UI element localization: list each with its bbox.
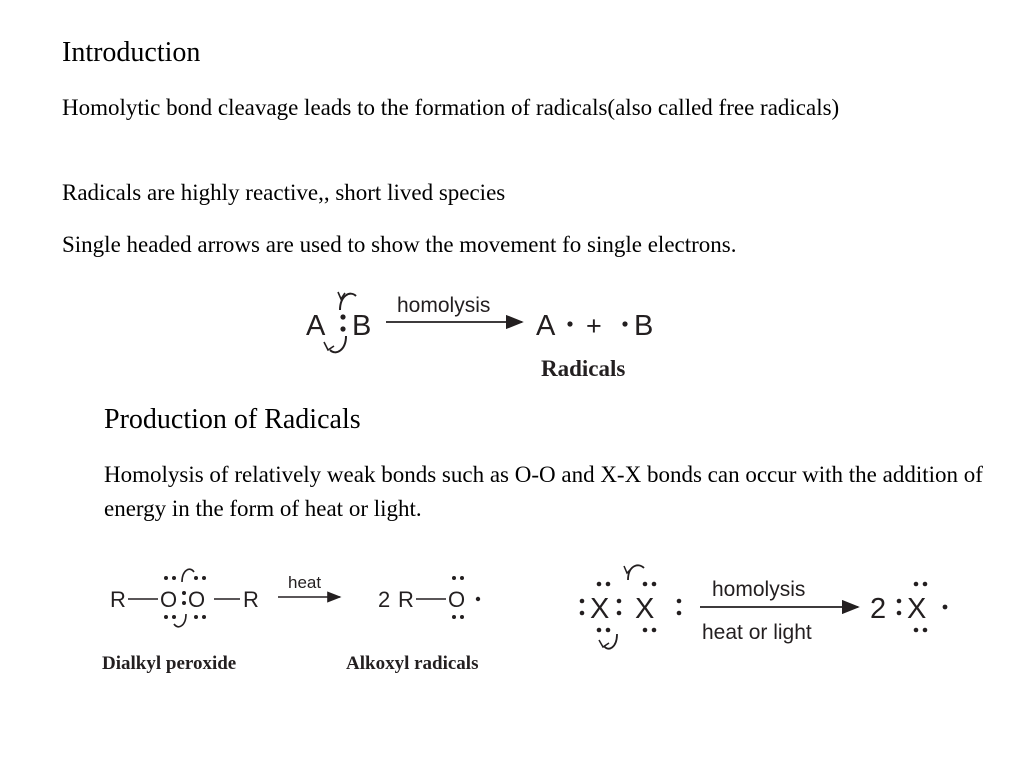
product-x: X — [907, 593, 927, 625]
product-a: A — [536, 310, 556, 342]
intro-line-reactive: Radicals are highly reactive,, short lived species — [62, 180, 506, 205]
radical-dot — [943, 605, 948, 610]
reactant-b: B — [352, 310, 372, 342]
o-right: O — [188, 587, 206, 612]
fishhook-arrow-top-icon — [628, 565, 644, 580]
caption-dialkyl-peroxide: Dialkyl peroxide — [102, 653, 237, 674]
product-o: O — [448, 587, 466, 612]
production-heading: Production of Radicals — [104, 404, 361, 435]
production-text: Homolysis of relatively weak bonds such as O-O and X-X bonds can occur with the addition of energy in the form of heat or light. — [104, 462, 983, 521]
r-left: R — [110, 587, 126, 612]
fishhook-arrow-bottom-icon — [330, 336, 346, 352]
o-left: O — [160, 587, 178, 612]
product-r: R — [398, 587, 414, 612]
intro-line-arrows: Single headed arrows are used to show the movement fo single electrons. — [62, 232, 737, 257]
product-b: B — [634, 310, 654, 342]
fishhook-arrow-bottom-icon — [604, 634, 617, 649]
heat-or-light-label: heat or light — [702, 621, 812, 644]
intro-line-homolytic: Homolytic bond cleavage leads to the formation of radicals(also called free radicals) — [62, 95, 840, 120]
radical-dot — [476, 597, 480, 601]
caption-alkoxyl-radicals: Alkoxyl radicals — [346, 653, 479, 674]
reactant-a: A — [306, 310, 326, 342]
homolysis-label: homolysis — [712, 578, 806, 601]
heat-label: heat — [288, 573, 322, 592]
product-coefficient: 2 — [870, 593, 887, 625]
homolysis-label: homolysis — [397, 294, 491, 317]
r-right: R — [243, 587, 259, 612]
x-left: X — [590, 593, 610, 625]
fishhook-arrow-top-icon — [182, 569, 194, 582]
product-coefficient: 2 — [378, 587, 391, 612]
intro-heading: Introduction — [62, 37, 201, 68]
bond-electron-pair — [340, 314, 345, 331]
radical-dot-a — [567, 321, 572, 326]
plus-sign: + — [586, 311, 602, 341]
fishhook-arrow-bottom-icon — [174, 614, 186, 627]
radicals-caption: Radicals — [541, 356, 626, 381]
homolysis-scheme-ab — [290, 280, 690, 390]
peroxide-scheme — [100, 560, 530, 680]
radical-dot-b — [622, 321, 627, 326]
x-right: X — [635, 593, 655, 625]
halogen-scheme — [572, 560, 972, 660]
